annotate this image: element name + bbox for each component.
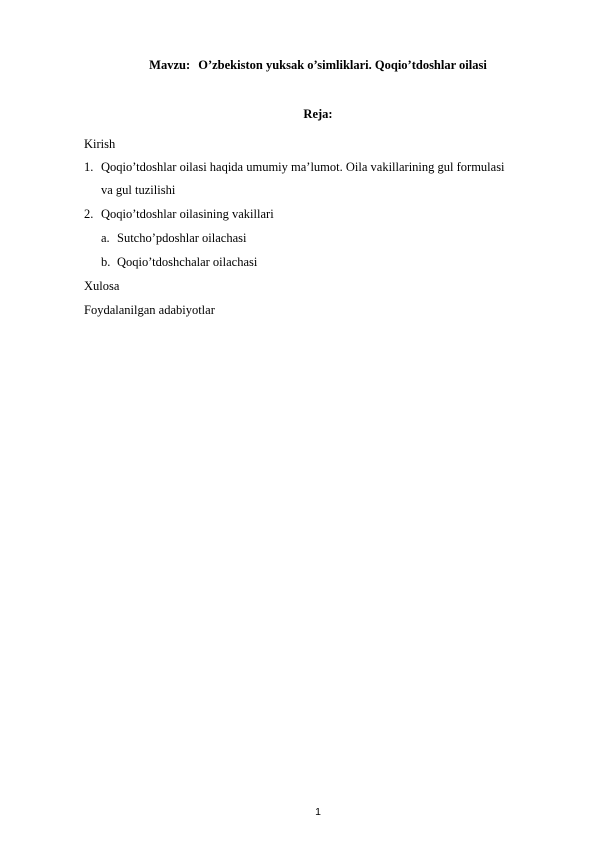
plan-heading: Reja: [303,107,333,121]
plan-item-2-marker: 2. [84,207,94,221]
plan-subitem-b-marker: b. [101,255,111,269]
title-label: Mavzu: [149,58,191,72]
plan-item-intro: Kirish [84,137,116,151]
plan-subitem-b [101,254,257,270]
plan-item-conclusion: Xulosa [84,279,120,293]
plan-item-2 [84,206,274,222]
plan-subitem-a-text: Sutcho’pdoshlar oilachasi [117,231,247,245]
plan-item-1-text: Qoqio’tdoshlar oilasi haqida umumiy ma’lumot. Oila vakillarining gul formulasi [101,160,505,174]
page-number: 1 [315,806,321,818]
plan-item-references: Foydalanilgan adabiyotlar [84,303,215,317]
plan-item-1 [84,159,505,175]
plan-subitem-a [101,230,247,246]
plan-item-1-marker: 1. [84,160,94,174]
plan-subitem-b-text: Qoqio’tdoshchalar oilachasi [117,255,258,269]
plan-subitem-a-marker: a. [101,231,110,245]
plan-item-1-continuation: va gul tuzilishi [101,183,176,197]
title-text: O’zbekiston yuksak o’simliklari. Qoqio’tdoshlar oilasi [198,58,487,72]
document-title [0,58,596,73]
plan-item-2-text: Qoqio’tdoshlar oilasining vakillari [101,207,274,221]
